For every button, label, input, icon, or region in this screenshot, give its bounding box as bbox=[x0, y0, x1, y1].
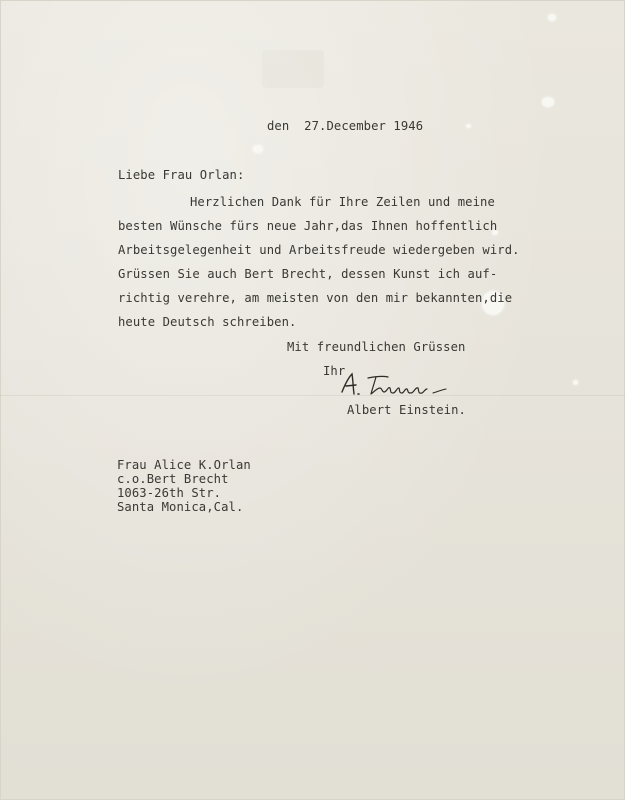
address-line: 1063-26th Str. bbox=[117, 486, 222, 500]
handwritten-signature bbox=[338, 370, 450, 402]
body-line: richtig verehre, am meisten von den mir bekannten,die bbox=[118, 291, 513, 305]
faded-letterhead-mark bbox=[262, 50, 324, 88]
paper-stain bbox=[548, 14, 556, 21]
body-line: Grüssen Sie auch Bert Brecht, dessen Kunst ich auf- bbox=[118, 267, 498, 281]
paper-stain bbox=[542, 97, 554, 107]
paper-stain bbox=[466, 124, 471, 128]
address-line: c.o.Bert Brecht bbox=[117, 472, 229, 486]
letter-date: den 27.December 1946 bbox=[267, 119, 424, 133]
paper-stain bbox=[573, 380, 578, 385]
body-line: heute Deutsch schreiben. bbox=[118, 315, 297, 329]
typed-signature-name: Albert Einstein. bbox=[347, 403, 466, 417]
address-line: Frau Alice K.Orlan bbox=[117, 458, 251, 472]
salutation: Liebe Frau Orlan: bbox=[118, 168, 245, 182]
body-line: Arbeitsgelegenheit und Arbeitsfreude wiedergeben wird. bbox=[118, 243, 520, 257]
paper-stain bbox=[253, 145, 263, 153]
address-line: Santa Monica,Cal. bbox=[117, 500, 244, 514]
body-line: Herzlichen Dank für Ihre Zeilen und meine bbox=[190, 195, 495, 209]
paper-fold-line bbox=[0, 395, 625, 396]
closing-word: Ihr bbox=[323, 364, 346, 378]
body-line: besten Wünsche fürs neue Jahr,das Ihnen hoffentlich bbox=[118, 219, 498, 233]
closing: Mit freundlichen Grüssen bbox=[287, 340, 466, 354]
